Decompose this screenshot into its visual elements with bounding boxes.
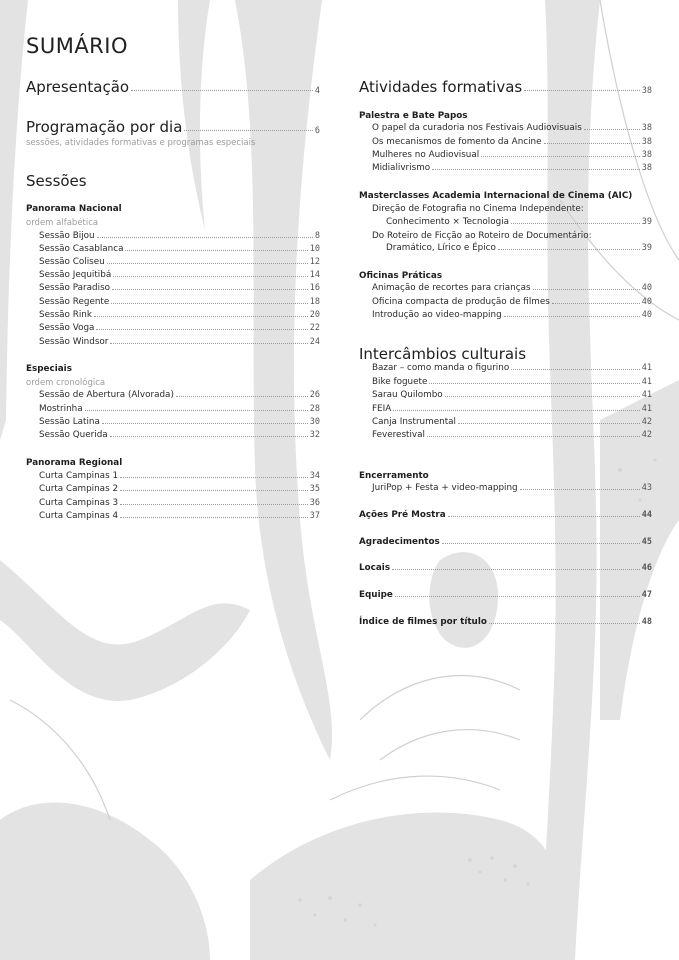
entry-label: Sarau Quilombo	[372, 390, 443, 400]
leader-dots	[393, 410, 640, 411]
leader-dots	[520, 489, 640, 490]
leader-dots	[125, 250, 307, 251]
page-number: 38	[641, 163, 652, 173]
entry-label: Sessão Regente	[39, 297, 110, 307]
entry-label: Curta Campinas 3	[39, 498, 119, 508]
leader-dots	[94, 316, 308, 317]
toc-entry-locais[interactable]	[359, 563, 652, 573]
masterclass-1-title[interactable]: Direção de Fotografia no Cinema Independente:	[372, 204, 584, 214]
toc-entry-palestra[interactable]	[372, 123, 652, 133]
leader-dots	[448, 516, 640, 517]
toc-entry-oficina[interactable]	[372, 310, 652, 320]
toc-entry-palestra[interactable]	[372, 137, 652, 147]
toc-entry-palestra[interactable]	[372, 163, 652, 173]
page-number: 37	[309, 511, 320, 521]
toc-entry-agradecimentos[interactable]	[359, 537, 652, 547]
toc-entry-oficina[interactable]	[372, 297, 652, 307]
page-number: 39	[641, 217, 652, 227]
entry-label: Programação por dia	[26, 118, 183, 136]
entry-label: Atividades formativas	[359, 78, 523, 96]
leader-dots	[96, 329, 307, 330]
entry-label: Conhecimento × Tecnologia	[386, 217, 510, 227]
toc-entry-curta[interactable]	[39, 484, 320, 494]
page-number: 47	[641, 590, 652, 600]
page-title: SUMÁRIO	[26, 34, 128, 58]
page-number: 24	[309, 337, 320, 347]
encerramento-heading: Encerramento	[359, 471, 429, 481]
leader-dots	[524, 90, 640, 91]
programacao-note: sessões, atividades formativas e programas especiais	[26, 138, 256, 148]
leader-dots	[120, 504, 308, 505]
toc-entry-intercambio[interactable]	[372, 377, 652, 387]
toc-entry-curta[interactable]	[39, 498, 320, 508]
page-number: 40	[641, 310, 652, 320]
toc-entry-sessao[interactable]	[39, 337, 320, 347]
page-number: 22	[309, 323, 320, 333]
entry-label: Canja Instrumental	[372, 417, 456, 427]
leader-dots	[481, 156, 640, 157]
toc-entry-sessao[interactable]	[39, 270, 320, 280]
panorama-regional-heading: Panorama Regional	[26, 458, 123, 468]
entry-label: JuriPop + Festa + video-mapping	[372, 483, 518, 493]
page-number: 45	[641, 537, 652, 547]
entry-label: Mulheres no Audiovisual	[372, 150, 480, 160]
page-number: 18	[309, 297, 320, 307]
entry-label: Mostrinha	[39, 404, 83, 414]
intercambios-heading: Intercâmbios culturais	[359, 345, 527, 363]
leader-dots	[395, 596, 640, 597]
page-number: 39	[641, 243, 652, 253]
leader-dots	[432, 169, 640, 170]
entry-label: Sessão Rink	[39, 310, 92, 320]
toc-entry-masterclass-1[interactable]	[386, 217, 652, 227]
page-number: 32	[309, 430, 320, 440]
panorama-nacional-note: ordem alfabética	[26, 218, 99, 228]
leader-dots	[102, 423, 308, 424]
page-number: 12	[309, 257, 320, 267]
toc-entry-programacao[interactable]	[26, 118, 320, 136]
entry-label: Curta Campinas 1	[39, 471, 119, 481]
toc-entry-especial[interactable]	[39, 430, 320, 440]
page-number: 35	[309, 484, 320, 494]
page-number: 38	[641, 86, 652, 96]
entry-label: Locais	[359, 563, 391, 573]
entry-label: O papel da curadoria nos Festivais Audiovisuais	[372, 123, 582, 133]
entry-label: FEIA	[372, 404, 392, 414]
leader-dots	[176, 396, 308, 397]
toc-entry-sessao[interactable]	[39, 310, 320, 320]
sessoes-heading: Sessões	[26, 172, 87, 190]
leader-dots	[552, 303, 640, 304]
page-number: 46	[641, 563, 652, 573]
leader-dots	[120, 517, 308, 518]
leader-dots	[110, 436, 308, 437]
entry-label: Midialivrismo	[372, 163, 431, 173]
leader-dots	[504, 316, 640, 317]
page-number: 48	[641, 617, 652, 627]
entry-label: Os mecanismos de fomento da Ancine	[372, 137, 542, 147]
panorama-nacional-heading: Panorama Nacional	[26, 204, 122, 214]
leader-dots	[85, 410, 308, 411]
page-number: 38	[641, 150, 652, 160]
leader-dots	[107, 263, 308, 264]
toc-entry-atividades[interactable]	[359, 78, 652, 96]
leader-dots	[442, 543, 640, 544]
entry-label: Sessão Jequitibá	[39, 270, 112, 280]
page-number: 41	[641, 390, 652, 400]
toc-entry-sessao[interactable]	[39, 257, 320, 267]
leader-dots	[584, 129, 640, 130]
page-number: 38	[641, 123, 652, 133]
page-number: 38	[641, 137, 652, 147]
leader-dots	[489, 623, 640, 624]
page-number: 43	[641, 483, 652, 493]
entry-label: Sessão Voga	[39, 323, 95, 333]
toc-entry-equipe[interactable]	[359, 590, 652, 600]
toc-entry-acoes-pre-mostra[interactable]	[359, 510, 652, 520]
entry-label: Curta Campinas 2	[39, 484, 119, 494]
oficinas-heading: Oficinas Práticas	[359, 271, 443, 281]
toc-entry-apresentacao[interactable]	[26, 78, 320, 96]
entry-label: Apresentação	[26, 78, 130, 96]
leader-dots	[445, 396, 640, 397]
leader-dots	[498, 249, 640, 250]
entry-label: Sessão Casablanca	[39, 244, 124, 254]
entry-label: Sessão Windsor	[39, 337, 109, 347]
especiais-heading: Especiais	[26, 364, 72, 374]
leader-dots	[131, 90, 313, 91]
masterclass-2-title[interactable]: Do Roteiro de Ficção ao Roteiro de Documentário:	[372, 231, 592, 241]
entry-label: Agradecimentos	[359, 537, 440, 547]
toc-entry-intercambio[interactable]	[372, 417, 652, 427]
entry-label: Ações Pré Mostra	[359, 510, 446, 520]
toc-entry-curta[interactable]	[39, 511, 320, 521]
page-number: 26	[309, 390, 320, 400]
page-number: 8	[314, 231, 320, 241]
leader-dots	[112, 289, 308, 290]
entry-label: Sessão Latina	[39, 417, 100, 427]
leader-dots	[511, 369, 640, 370]
leader-dots	[392, 569, 640, 570]
page-number: 40	[641, 297, 652, 307]
entry-label: Oficina compacta de produção de filmes	[372, 297, 550, 307]
leader-dots	[184, 130, 312, 131]
leader-dots	[544, 143, 640, 144]
leader-dots	[113, 276, 308, 277]
entry-label: Sessão de Abertura (Alvorada)	[39, 390, 174, 400]
entry-label: Bazar – como manda o figurino	[372, 363, 510, 373]
page-number: 41	[641, 363, 652, 373]
leader-dots	[111, 303, 307, 304]
page-number: 42	[641, 430, 652, 440]
entry-label: Curta Campinas 4	[39, 511, 119, 521]
page-number: 14	[309, 270, 320, 280]
page-number: 28	[309, 404, 320, 414]
toc-entry-intercambio[interactable]	[372, 430, 652, 440]
toc-entry-sessao[interactable]	[39, 323, 320, 333]
masterclasses-heading: Masterclasses Academia Internacional de Cinema (AIC)	[359, 191, 633, 201]
entry-label: Feverestival	[372, 430, 425, 440]
entry-label: Dramático, Lírico e Épico	[386, 243, 496, 253]
entry-label: Introdução ao video-mapping	[372, 310, 502, 320]
toc-entry-oficina[interactable]	[372, 283, 652, 293]
page-number: 42	[641, 417, 652, 427]
palestra-heading: Palestra e Bate Papos	[359, 111, 468, 121]
toc-entry-intercambio[interactable]	[372, 404, 652, 414]
toc-entry-masterclass-2[interactable]	[386, 243, 652, 253]
leader-dots	[97, 237, 313, 238]
page-number: 30	[309, 417, 320, 427]
page-number: 16	[309, 283, 320, 293]
entry-label: Sessão Coliseu	[39, 257, 105, 267]
toc-entry-sessao[interactable]	[39, 283, 320, 293]
toc-entry-especial[interactable]	[39, 404, 320, 414]
page-number: 20	[309, 310, 320, 320]
page-number: 41	[641, 377, 652, 387]
toc-entry-sessao[interactable]	[39, 244, 320, 254]
toc-entry-intercambio[interactable]	[372, 390, 652, 400]
page-number: 36	[309, 498, 320, 508]
leader-dots	[458, 423, 640, 424]
page-number: 10	[309, 244, 320, 254]
page-number: 34	[309, 471, 320, 481]
toc-entry-sessao[interactable]	[39, 231, 320, 241]
entry-label: Sessão Querida	[39, 430, 108, 440]
toc-entry-palestra[interactable]	[372, 150, 652, 160]
page-number: 41	[641, 404, 652, 414]
entry-label: Equipe	[359, 590, 393, 600]
page-number: 6	[314, 126, 320, 136]
leader-dots	[429, 383, 639, 384]
toc-entry-especial[interactable]	[39, 417, 320, 427]
entry-label: Sessão Bijou	[39, 231, 95, 241]
page-number: 4	[314, 86, 320, 96]
page-number: 44	[641, 510, 652, 520]
toc-entry-encerramento[interactable]	[372, 483, 652, 493]
toc-entry-curta[interactable]	[39, 471, 320, 481]
entry-label: Bike foguete	[372, 377, 428, 387]
toc-entry-intercambio[interactable]	[372, 363, 652, 373]
toc-entry-indice[interactable]	[359, 617, 652, 627]
leader-dots	[511, 223, 640, 224]
leader-dots	[533, 289, 640, 290]
leader-dots	[120, 490, 308, 491]
leader-dots	[110, 343, 307, 344]
toc-entry-sessao[interactable]	[39, 297, 320, 307]
page-number: 40	[641, 283, 652, 293]
leader-dots	[120, 477, 308, 478]
entry-label: Sessão Paradiso	[39, 283, 111, 293]
especiais-note: ordem cronológica	[26, 378, 106, 388]
toc-entry-especial[interactable]	[39, 390, 320, 400]
leader-dots	[427, 436, 640, 437]
entry-label: Animação de recortes para crianças	[372, 283, 531, 293]
entry-label: Índice de filmes por título	[359, 617, 487, 627]
